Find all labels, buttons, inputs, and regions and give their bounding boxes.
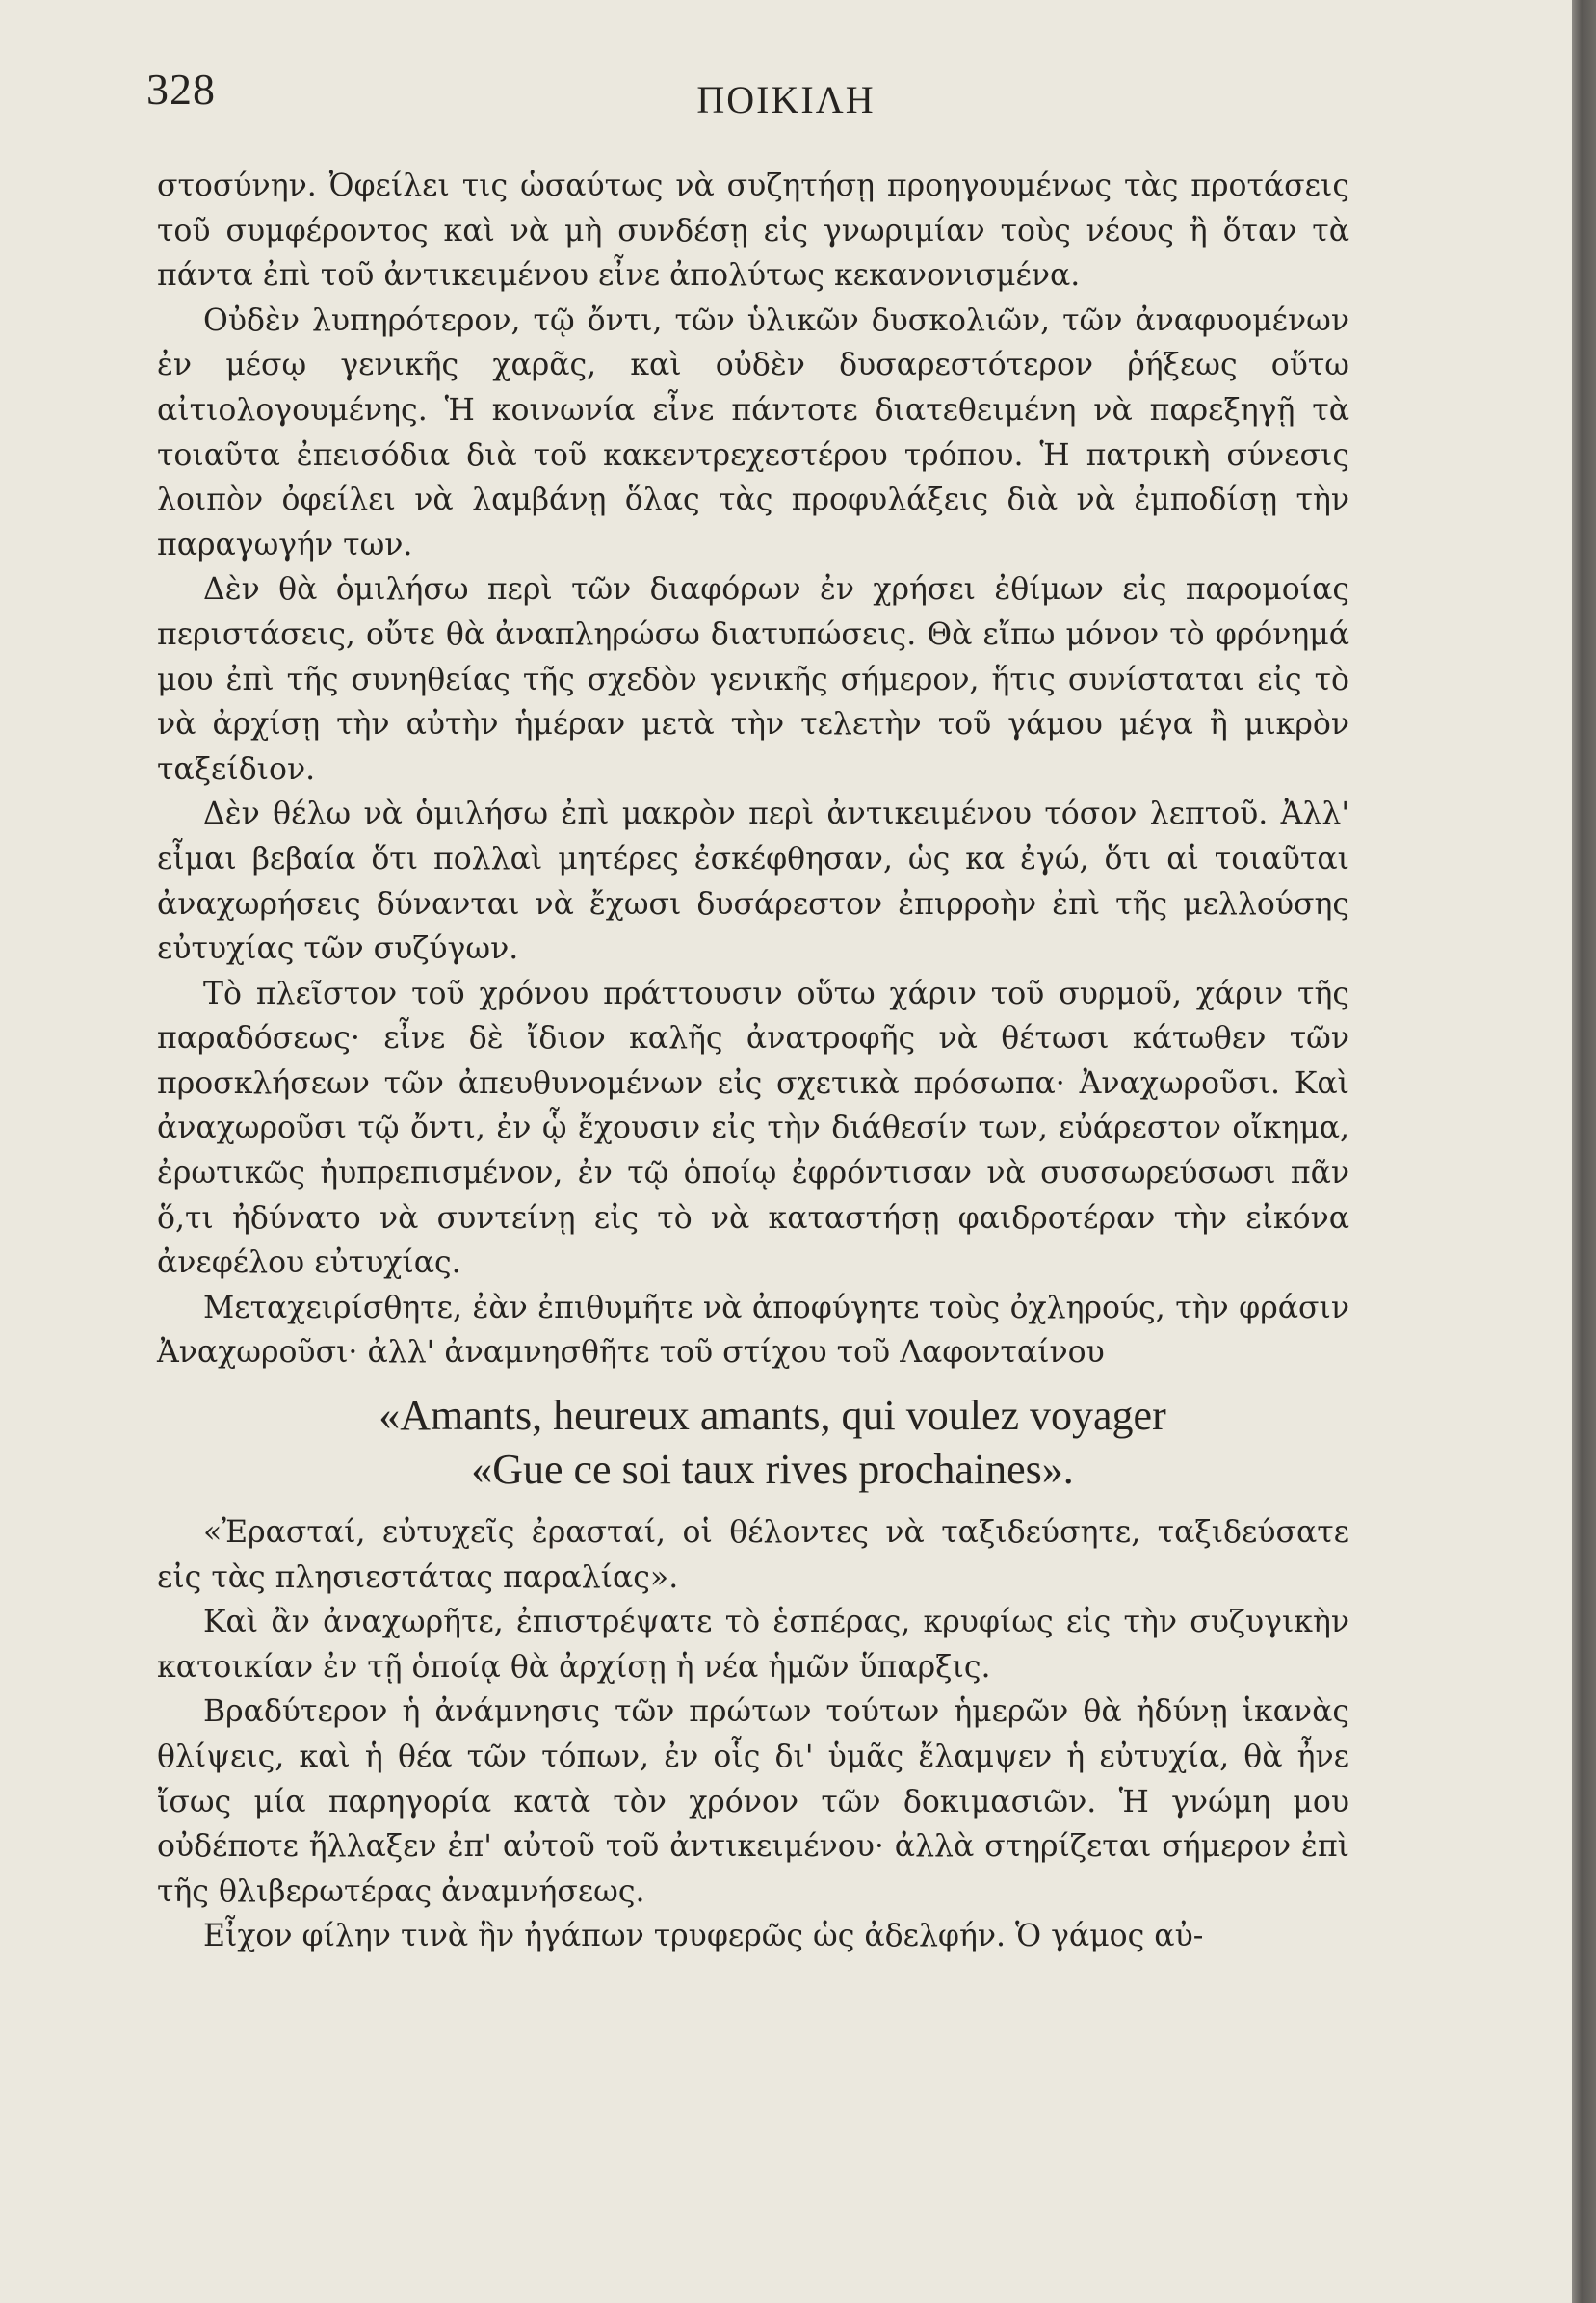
running-head: ΠΟΙΚΙΛΗ <box>696 78 876 121</box>
body-text <box>157 164 1349 1959</box>
paragraph: Καὶ ἂν ἀναχωρῆτε, ἐπιστρέψατε τὸ ἑσπέρας, κρυφίως εἰς τὴν συζυγικὴν κατοικίαν ἐν τῇ ὁποίᾳ θὰ ἀρχίσῃ ἡ νέα ἡμῶν ὕπαρξις. <box>157 1605 1349 1685</box>
paragraph: Τὸ πλεῖστον τοῦ χρόνου πράττουσιν οὕτω χάριν τοῦ συρμοῦ, χάριν τῆς παραδόσεως· εἶνε δὲ ἴδιον καλῆς ἀνατροφῆς νὰ θέτωσι κάτωθεν τῶν προσκλήσεων τῶν ἀπευθυνομένων εἰς σχετικὰ πρόσωπα· Ἀναχωροῦσι. Καὶ ἀναχωροῦσι τῷ ὄντι, ἐν ᾧ ἔχουσιν εἰς τὴν διάθεσίν των, εὐάρεστον οἴκημα, ἐρωτικῶς ἠυπρεπισμένον, ἐν τῷ ὁποίῳ ἐφρόντισαν νὰ συσσωρεύσωσι πᾶν ὅ,τι ἠδύνατο νὰ συντείνῃ εἰς τὸ νὰ καταστήσῃ φαιδροτέραν τὴν εἰκόνα ἀνεφέλου εὐτυχίας. <box>157 976 1349 1281</box>
paragraph: Εἶχον φίλην τινὰ ἣν ἠγάπων τρυφερῶς ὡς ἀδελφήν. Ὁ γάμος αὐ- <box>203 1919 1204 1954</box>
paragraph: Οὐδὲν λυπηρότερον, τῷ ὄντι, τῶν ὑλικῶν δυσκολιῶν, τῶν ἀναφυομένων ἐν μέσῳ γενικῆς χαρᾶς, καὶ οὐδὲν δυσαρεστότερον ῥήξεως οὕτω αἰτιολογουμένης. Ἡ κοινωνία εἶνε πάντοτε διατεθειμένη νὰ παρεξηγῇ τὰ τοιαῦτα ἐπεισόδια διὰ τοῦ κακεντρεχεστέρου τρόπου. Ἡ πατρικὴ σύνεσις λοιπὸν ὀφείλει νὰ λαμβάνῃ ὅλας τὰς προφυλάξεις διὰ νὰ ἐμποδίσῃ τὴν παραγωγήν των. <box>157 302 1349 563</box>
paragraph: Μεταχειρίσθητε, ἐὰν ἐπιθυμῆτε νὰ ἀποφύγητε τοὺς ὀχληρούς, τὴν φράσιν Ἀναχωροῦσι· ἀλλ' ἀναμνησθῆτε τοῦ στίχου τοῦ Λαφονταίνου <box>157 1290 1349 1371</box>
paragraph: στοσύνην. Ὀφείλει τις ὡσαύτως νὰ συζητήσῃ προηγουμένως τὰς προτάσεις τοῦ συμφέροντος καὶ νὰ μὴ συνδέσῃ εἰς γνωριμίαν τοὺς νέους ἢ ὅταν τὰ πάντα ἐπὶ τοῦ ἀντικειμένου εἶνε ἀπολύτως κεκανονισμένα. <box>157 169 1349 294</box>
paragraph: «Ἐρασταί, εὐτυχεῖς ἐρασταί, οἱ θέλοντες νὰ ταξιδεύσητε, ταξιδεύσατε εἰς τὰς πλησιεστάτας παραλίας». <box>157 1515 1349 1595</box>
paragraph: Δὲν θὰ ὁμιλήσω περὶ τῶν διαφόρων ἐν χρήσει ἐθίμων εἰς παρομοίας περιστάσεις, οὔτε θὰ ἀναπληρώσω διατυπώσεις. Θὰ εἴπω μόνον τὸ φρόνημά μου ἐπὶ τῆς συνηθείας τῆς σχεδὸν γενικῆς σήμερον, ἥτις συνίσταται εἰς τὸ νὰ ἀρχίσῃ τὴν αὐτὴν ἡμέραν μετὰ τὴν τελετὴν τοῦ γάμου μέγα ἢ μικρὸν ταξείδιον. <box>157 572 1349 787</box>
french-verse-quote <box>157 1389 1349 1497</box>
quote-line: «Amants, heureux amants, qui voulez voyager <box>379 1392 1166 1440</box>
quote-line: «Gue ce soi taux rives prochaines». <box>471 1446 1074 1494</box>
page-edge-shadow <box>1572 0 1596 2303</box>
paragraph: Βραδύτερον ἡ ἀνάμνησις τῶν πρώτων τούτων ἡμερῶν θὰ ἠδύνῃ ἱκανὰς θλίψεις, καὶ ἡ θέα τῶν τόπων, ἐν οἷς δι' ὑμᾶς ἔλαμψεν ἡ εὐτυχία, θὰ ἦνε ἴσως μία παρηγορία κατὰ τὸν χρόνον τῶν δοκιμασιῶν. Ἡ γνώμη μου οὐδέποτε ἤλλαξεν ἐπ' αὐτοῦ τοῦ ἀντικειμένου· ἀλλὰ στηρίζεται σήμερον ἐπὶ τῆς θλιβερωτέρας ἀναμνήσεως. <box>157 1694 1349 1909</box>
paragraph: Δὲν θέλω νὰ ὁμιλήσω ἐπὶ μακρὸν περὶ ἀντικειμένου τόσον λεπτοῦ. Ἀλλ' εἶμαι βεβαία ὅτι πολλαὶ μητέρες ἐσκέφθησαν, ὡς κα ἐγώ, ὅτι αἱ τοιαῦται ἀναχωρήσεις δύνανται νὰ ἔχωσι δυσάρεστον ἐπιρροὴν ἐπὶ τῆς μελλούσης εὐτυχίας τῶν συζύγων. <box>157 797 1349 967</box>
page-number: 328 <box>146 65 216 114</box>
